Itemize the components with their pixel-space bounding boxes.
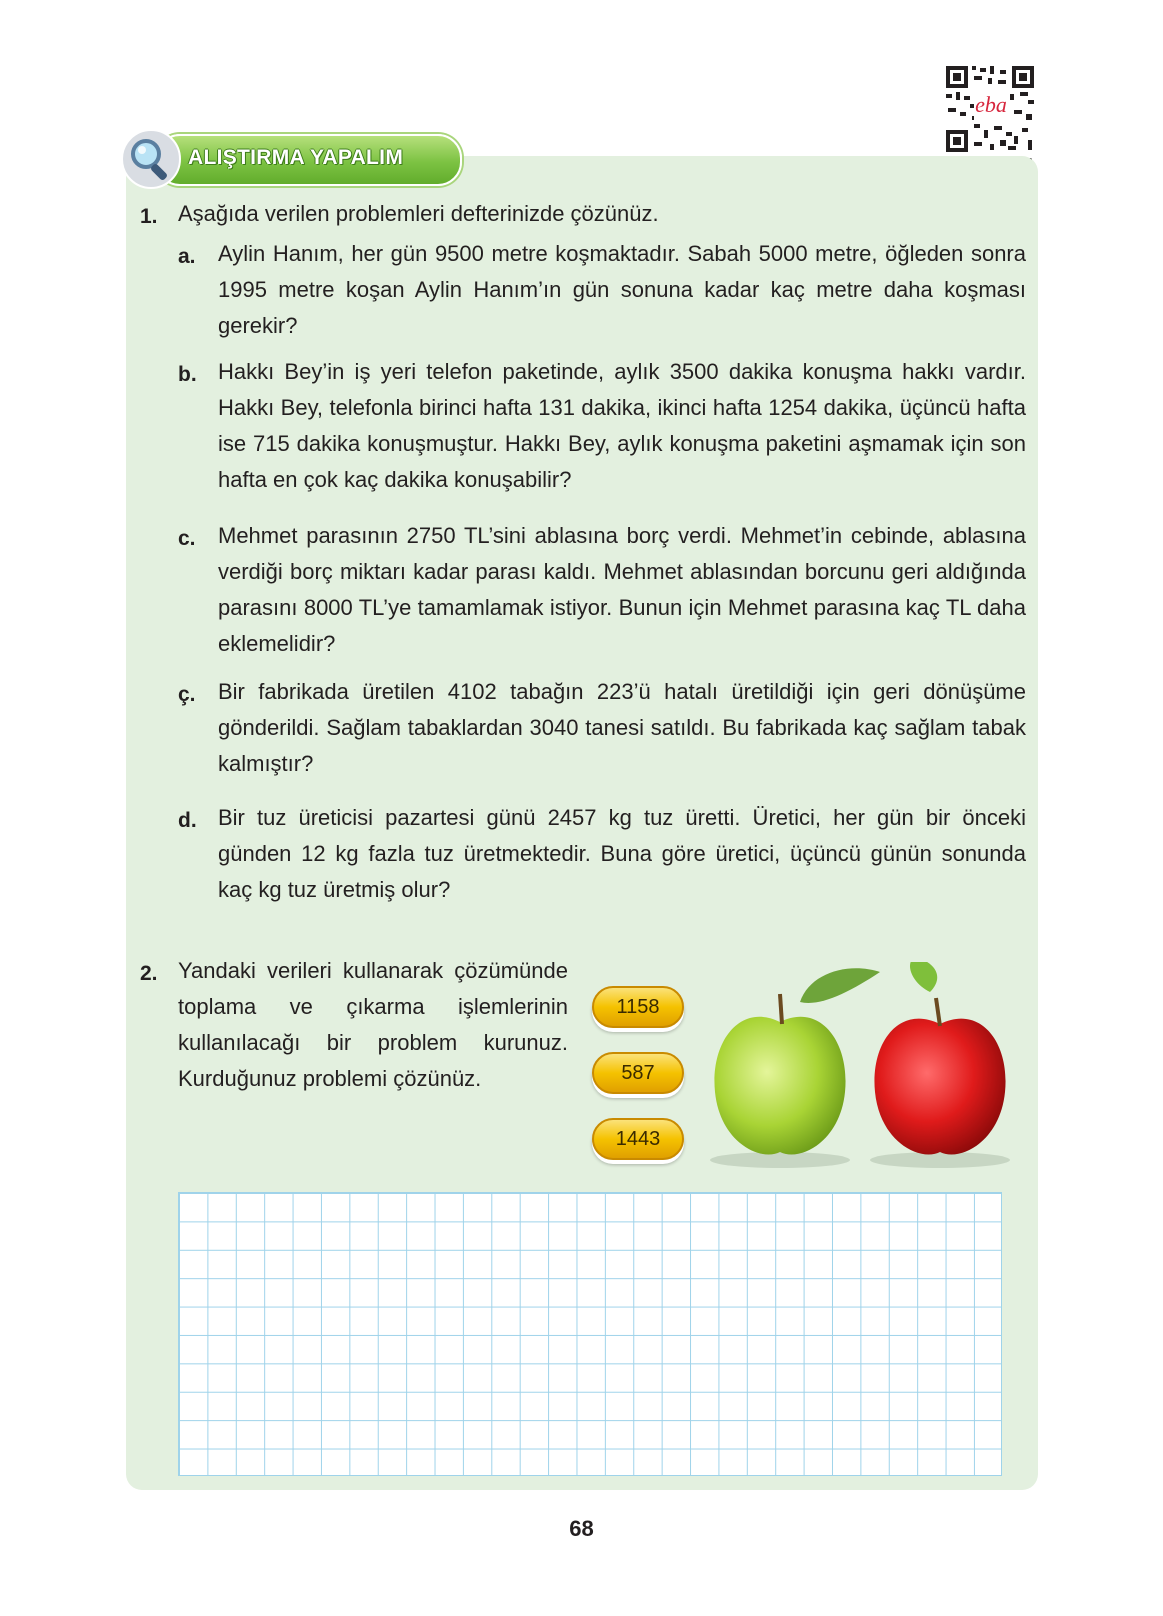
item-c-cedilla-text: Bir fabrikada üretilen 4102 tabağın 223’ü hatalı üretildiği için geri dönüşüme gönderildi. Sağlam tabaklardan 3040 tanesi satıldı. Bu fabrikada kaç sağlam tabak kalmıştır? (218, 679, 1026, 776)
apples-illustration (700, 962, 1040, 1172)
value-pill: 587 (592, 1052, 684, 1094)
item-b-text: Hakkı Bey’in iş yeri telefon paketinde, aylık 3500 dakika konuşma hakkı vardır. Hakkı Bey, telefonla birinci hafta 131 dakika, ikinci hafta 1254 dakika, üçüncü hafta ise 715 dakika konuşmuştur. Hakkı Bey, aylık konuşma paketini aşmamak için son hafta en çok kaç dakika konuşabilir? (218, 359, 1026, 492)
value-pill: 1158 (592, 986, 684, 1028)
question-1-number: 1. (140, 205, 158, 228)
section-banner (156, 134, 462, 186)
page-number: 68 (569, 1516, 594, 1541)
item-c-cedilla-letter: ç. (178, 683, 196, 706)
item-a-text: Aylin Hanım, her gün 9500 metre koşmaktadır. Sabah 5000 metre, öğleden sonra 1995 metre koşan Aylin Hanım’ın gün sonuna kadar kaç metre daha koşması gerekir? (218, 241, 1026, 338)
item-d-letter: d. (178, 809, 197, 832)
value-pill: 1443 (592, 1118, 684, 1160)
item-d-text: Bir tuz üreticisi pazartesi günü 2457 kg tuz üretti. Üretici, her gün bir önceki günden 12 kg fazla tuz üretmektedir. Buna göre üretici, üçüncü günün sonunda kaç kg tuz üretmiş olur? (218, 805, 1026, 902)
item-c-letter: c. (178, 527, 196, 550)
item-a-letter: a. (178, 245, 196, 268)
magnifier-icon (120, 128, 182, 190)
question-2-number: 2. (140, 962, 158, 985)
question-2-text: Yandaki verileri kullanarak çözümünde toplama ve çıkarma işlemlerinin kullanılacağı bir problem kurunuz. Kurduğunuz problemi çözünüz. (178, 958, 568, 1091)
eba-logo: eba (975, 92, 1007, 117)
answer-grid[interactable] (178, 1192, 1002, 1476)
item-b-letter: b. (178, 363, 197, 386)
qr-code[interactable] (944, 64, 1036, 154)
item-c-text: Mehmet parasının 2750 TL’sini ablasına borç verdi. Mehmet’in cebinde, ablasına verdiği borç miktarı kadar parası kaldı. Mehmet ablasından borcunu geri aldığında parasını 8000 TL’ye tamamlamak istiyor. Bunun için Mehmet parasına kaç TL daha eklemelidir? (218, 523, 1026, 656)
section-title: ALIŞTIRMA YAPALIM (188, 146, 404, 169)
question-1-text: Aşağıda verilen problemleri defterinizde çözünüz. (178, 201, 659, 226)
